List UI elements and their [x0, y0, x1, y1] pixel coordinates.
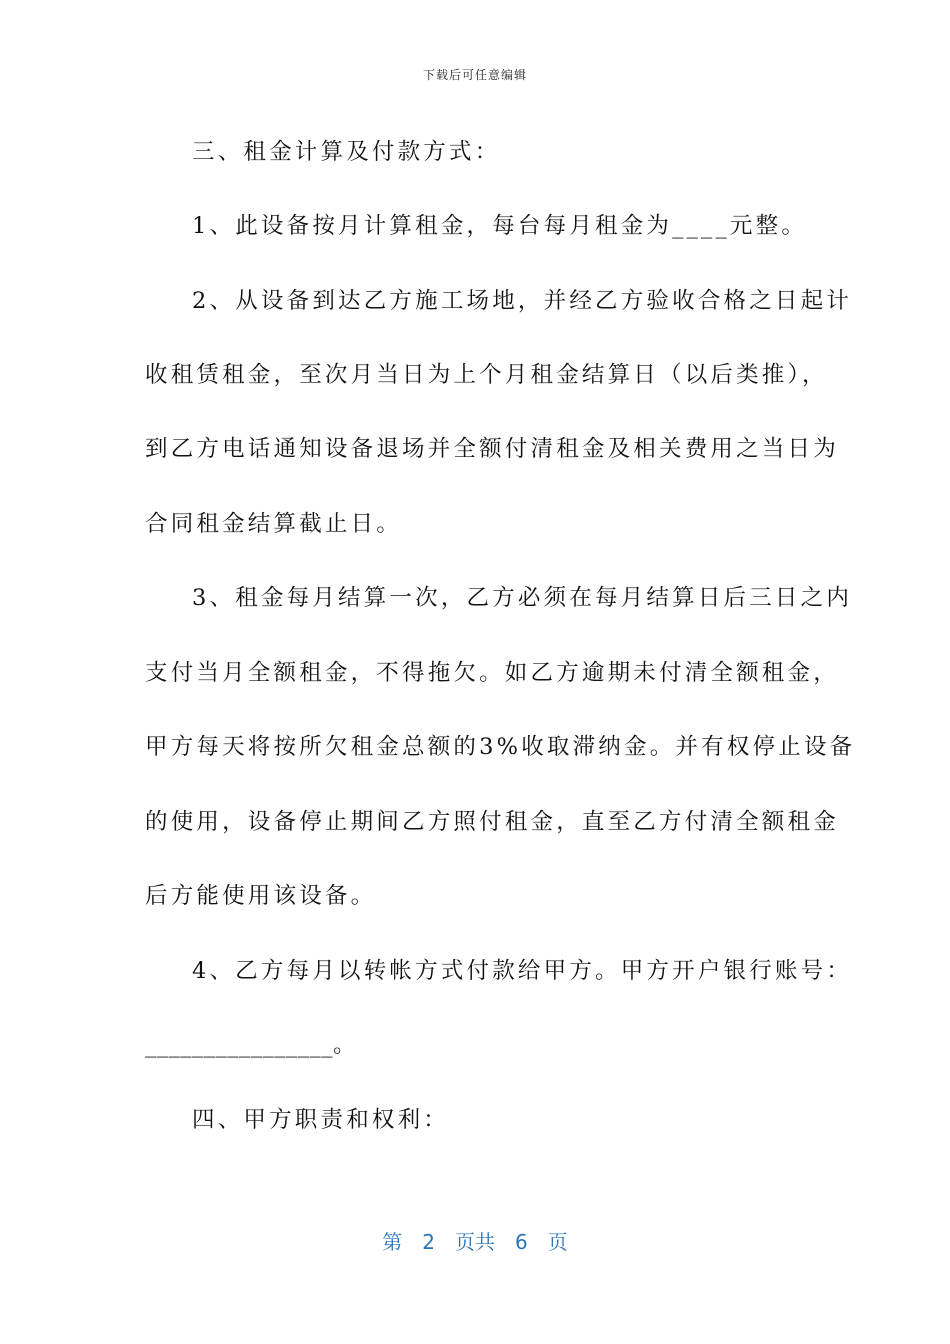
page-label-suffix: 页 — [547, 1230, 568, 1254]
section-heading-rent: 三、租金计算及付款方式： — [192, 139, 501, 165]
paragraph-line: 支付当月全额租金，不得拖欠。如乙方逾期未付清全额租金， — [145, 660, 839, 686]
total-pages-number: 6 — [515, 1230, 528, 1254]
paragraph-line: 4、乙方每月以转帐方式付款给甲方。甲方开户银行账号： — [192, 958, 853, 984]
page-label-prefix: 第 — [382, 1230, 403, 1254]
paragraph-line: 到乙方电话通知设备退场并全额付清租金及相关费用之当日为 — [145, 436, 839, 462]
paragraph-line: 2、从设备到达乙方施工场地，并经乙方验收合格之日起计 — [192, 288, 853, 314]
page-footer — [0, 1226, 950, 1255]
paragraph-line: 甲方每天将按所欠租金总额的3%收取滞纳金。并有权停止设备 — [145, 734, 856, 760]
bank-account-blank: ________________。 — [145, 1032, 357, 1058]
paragraph-line: 3、租金每月结算一次，乙方必须在每月结算日后三日之内 — [192, 585, 853, 611]
page-label-mid: 页共 — [455, 1230, 495, 1254]
paragraph-line: 后方能使用该设备。 — [145, 883, 377, 909]
section-heading-party-a: 四、甲方职责和权利： — [192, 1107, 450, 1133]
paragraph-line: 1、此设备按月计算租金，每台每月租金为____元整。 — [192, 213, 808, 239]
paragraph-line: 收租赁租金，至次月当日为上个月租金结算日（以后类推）， — [145, 362, 828, 388]
current-page-number: 2 — [422, 1230, 435, 1254]
paragraph-line: 合同租金结算截止日。 — [145, 511, 403, 537]
page-header-note: 下载后可任意编辑 — [422, 68, 527, 82]
paragraph-line: 的使用，设备停止期间乙方照付租金，直至乙方付清全额租金 — [145, 809, 839, 835]
